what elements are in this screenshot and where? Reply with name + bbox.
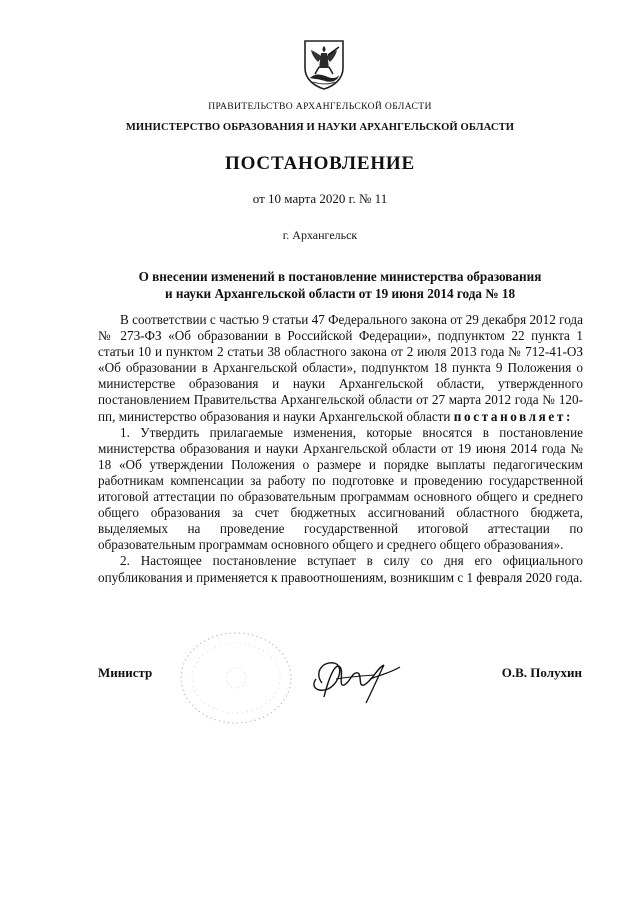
ministry-header: МИНИСТЕРСТВО ОБРАЗОВАНИЯ И НАУКИ АРХАНГЕЛЬСКОЙ ОБЛАСТИ <box>125 122 515 133</box>
coat-of-arms-icon <box>301 38 347 90</box>
subject-line-2: и науки Архангельской области от 19 июня 2014 года № 18 <box>164 286 516 301</box>
preamble-text: В соответствии с частью 9 статьи 47 Федерального закона от 29 декабря 2012 года № 273-ФЗ «Об образовании в Российской Федерации», подпунктом 22 пункта 1 статьи 10 и пунктом 2 статьи 38 областного закона от 2 июля 2013 года № 712-41-ОЗ «Об образовании в Архангельской области», подпунктом 18 пункта 9 Положения о министерстве образования и науки Архангельской области, утвержденного постановлением Правительства Архангельской области от 27 марта 2012 года № 120-пп, министерство образования и науки Архангельской области <box>98 312 583 424</box>
date-and-number: от 10 марта 2020 г. № 11 <box>252 191 388 206</box>
item-2-paragraph: 2. Настоящее постановление вступает в силу со дня его официального опубликования и применяется к правоотношениям, возникшим с 1 февраля 2020 года. <box>98 553 583 585</box>
government-header: ПРАВИТЕЛЬСТВО АРХАНГЕЛЬСКОЙ ОБЛАСТИ <box>208 101 432 112</box>
decree-word: постановляет: <box>453 408 573 424</box>
official-seal-icon <box>176 628 296 728</box>
subject-line-1: О внесении изменений в постановление министерства образования <box>138 269 542 284</box>
document-body <box>98 312 583 586</box>
document-subject <box>100 268 580 302</box>
signatory-name: О.В. Полухин <box>501 665 582 680</box>
signatory-position: Министр <box>98 665 153 680</box>
document-type-title: ПОСТАНОВЛЕНИЕ <box>225 153 415 174</box>
item-1-paragraph: 1. Утвердить прилагаемые изменения, которые вносятся в постановление министерства образования и науки Архангельской области от 19 июня 2014 года № 18 «Об утверждении Положения о размере и порядке выплаты педагогическим работникам компенсации за работу по подготовке и проведению государственной итоговой аттестации по образовательным программам основного общего и среднего общего образования за счет бюджетных ассигнований областного бюджета, выделяемых на проведение государственной итоговой аттестации по образовательным программам основного общего и среднего общего образования». <box>98 424 583 553</box>
city-line: г. Архангельск <box>282 228 358 242</box>
preamble-paragraph <box>98 312 583 425</box>
handwritten-signature-icon <box>300 643 420 715</box>
